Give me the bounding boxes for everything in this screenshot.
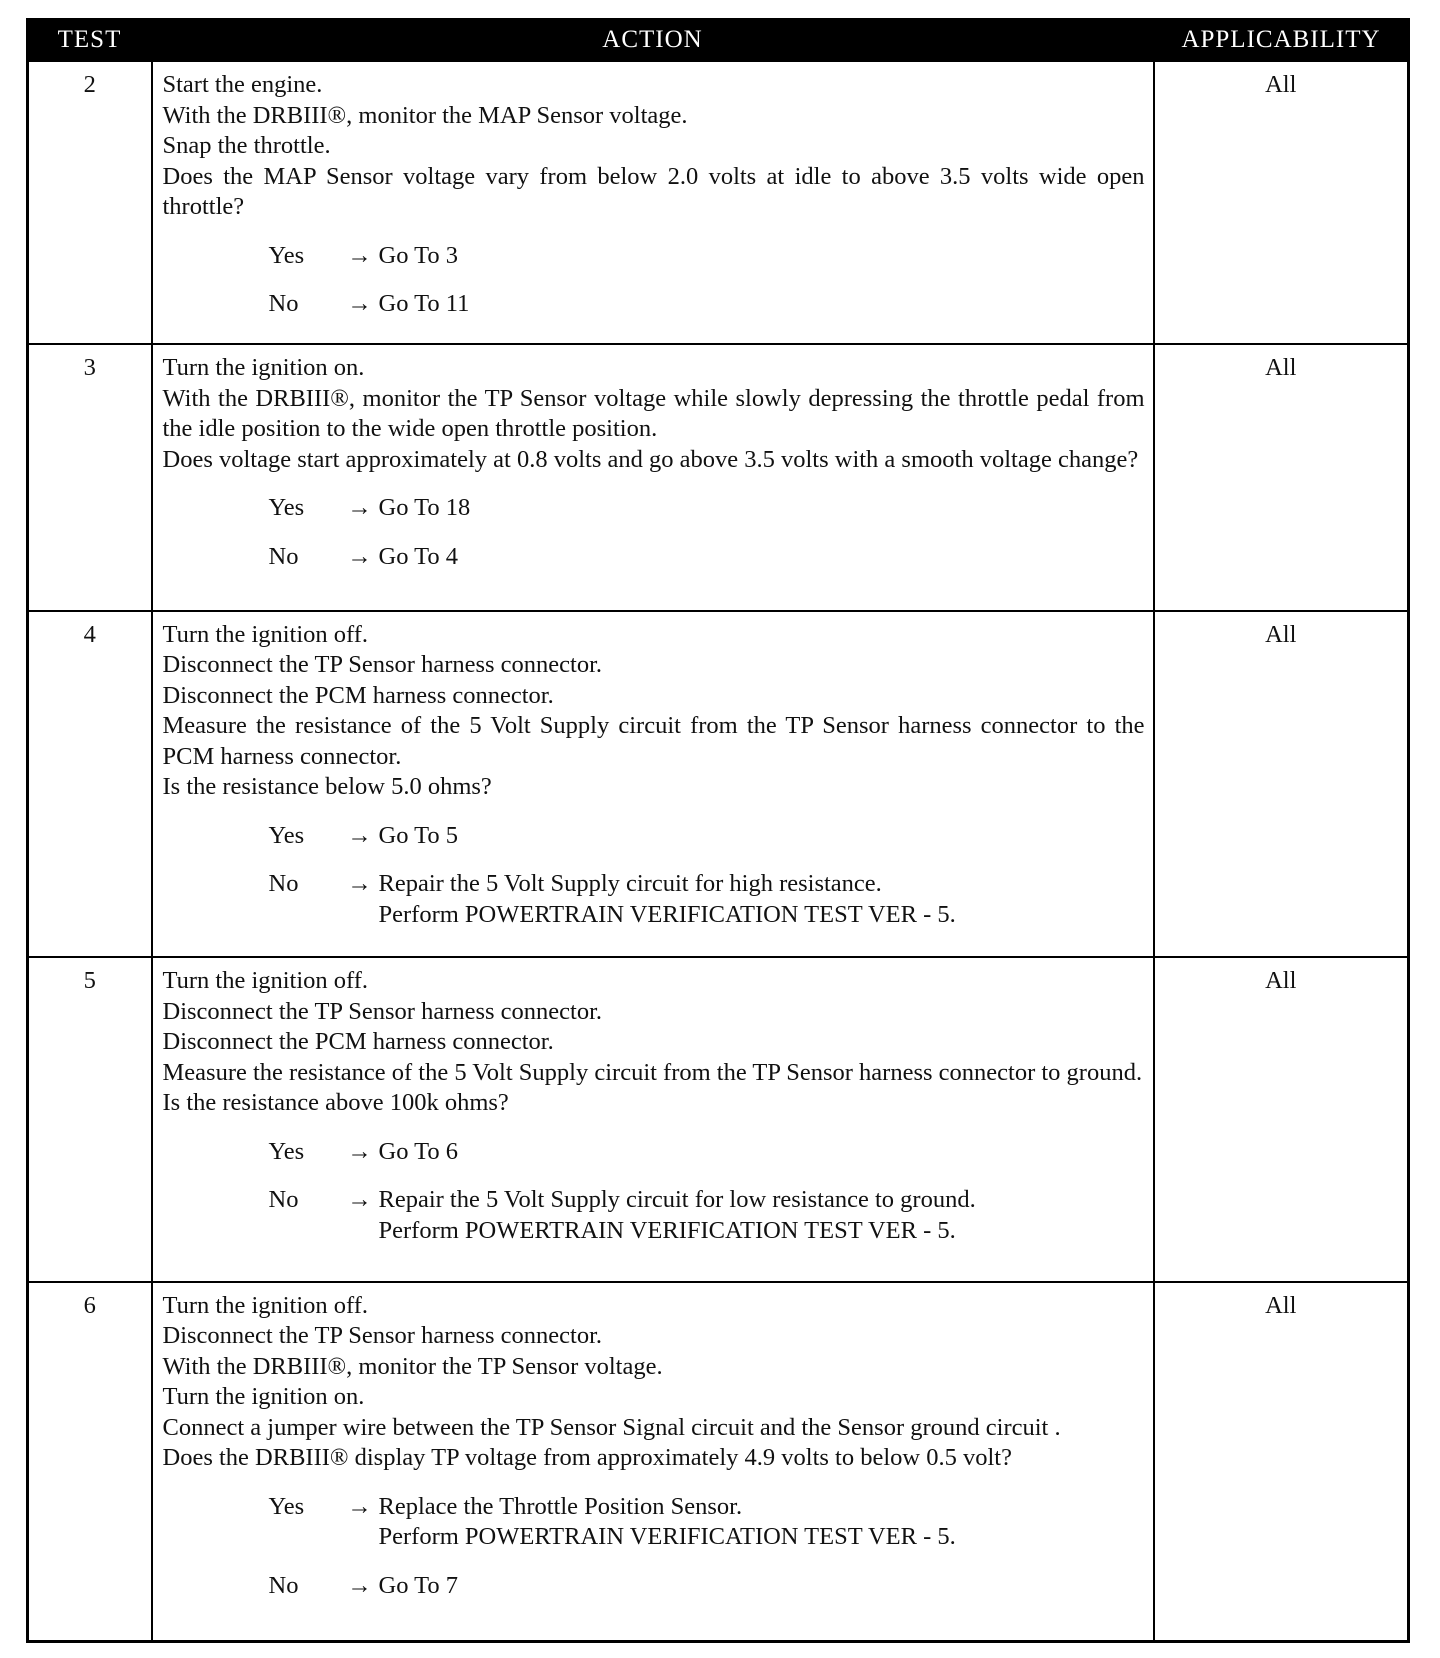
table-row [28,344,1409,610]
no-branch [163,289,1145,320]
result-line: Perform POWERTRAIN VERIFICATION TEST VER - 5. [378,900,956,928]
header-action: ACTION [152,20,1154,61]
no-branch [163,1571,1145,1602]
action-line: Turn the ignition off. [162,620,369,648]
action-line: Is the resistance above 100k ohms? [162,1089,509,1117]
table-row [28,1282,1409,1642]
applicability-value: All [1154,344,1409,610]
arrow-icon: → [347,1137,372,1165]
action-line: With the DRBIII®, monitor the TP Sensor voltage. [162,1352,663,1380]
no-label: No [268,290,299,317]
result-line: Replace the Throttle Position Sensor. [378,1492,743,1520]
result-line: Repair the 5 Volt Supply circuit for high resistance. [378,870,882,898]
action-line: Disconnect the PCM harness connector. [162,681,554,709]
no-label: No [268,542,299,570]
action-cell [152,957,1154,1281]
yes-branch [163,821,1145,852]
no-branch [163,542,1145,573]
table-body [28,61,1409,1642]
test-number: 2 [28,61,152,345]
table-row [28,957,1409,1281]
applicability-value: All [1154,957,1409,1281]
no-result [379,869,1145,930]
table-row [28,611,1409,958]
action-line: With the DRBIII®, monitor the MAP Sensor voltage. [162,101,688,129]
action-cell [152,1282,1154,1642]
arrow-icon: → [347,1186,372,1214]
no-branch [163,1185,1145,1246]
action-line: Snap the throttle. [162,132,331,159]
result-line: Go To 6 [378,1137,459,1165]
yes-label: Yes [268,1492,305,1520]
arrow-icon: → [347,542,372,570]
arrow-icon: → [347,1571,372,1599]
no-result [379,1571,1145,1602]
action-line: Does voltage start approximately at 0.8 volts and go above 3.5 volts with a smooth voltage change? [162,445,1139,473]
arrow-icon: → [347,494,372,522]
yes-label: Yes [268,241,305,269]
yes-branch [163,1492,1145,1553]
applicability-value: All [1154,61,1409,345]
yes-label: Yes [268,494,305,522]
action-cell [152,344,1154,610]
action-line: Disconnect the TP Sensor harness connector. [162,997,603,1025]
action-line: Start the engine. [162,71,323,98]
yes-result [379,821,1145,852]
test-number: 3 [28,344,152,610]
arrow-icon: → [347,241,372,269]
action-cell [152,611,1154,958]
yes-result [379,1137,1145,1168]
action-line: Does the DRBIII® display TP voltage from approximately 4.9 volts to below 0.5 volt? [162,1444,1012,1472]
diagnostic-test-table [26,18,1410,1643]
result-line: Go To 18 [378,494,471,522]
result-line: Go To 4 [378,542,459,570]
action-line: Does the MAP Sensor voltage vary from below 2.0 volts at idle to above 3.5 volts wide open throttle? [162,162,1145,220]
no-label: No [268,1571,299,1599]
arrow-icon: → [347,870,372,898]
action-line: Is the resistance below 5.0 ohms? [162,773,492,801]
result-line: Go To 5 [378,821,459,849]
no-result [379,1185,1145,1246]
no-result [379,289,1145,320]
result-line: Go To 11 [378,290,470,317]
result-line: Perform POWERTRAIN VERIFICATION TEST VER - 5. [378,1523,956,1551]
yes-branch [163,241,1145,272]
no-label: No [268,870,299,898]
applicability-value: All [1154,611,1409,958]
header-applicability: APPLICABILITY [1154,20,1409,61]
yes-label: Yes [268,821,305,849]
arrow-icon: → [347,1492,372,1520]
yes-result [379,493,1145,524]
header-test: TEST [28,20,152,61]
action-line: Measure the resistance of the 5 Volt Supply circuit from the TP Sensor harness connector to the PCM harness connector. [162,712,1145,770]
yes-branch [163,493,1145,524]
action-line: Turn the ignition on. [162,354,365,382]
action-line: Turn the ignition off. [162,967,369,995]
result-line: Go To 7 [378,1571,459,1599]
action-line: Disconnect the TP Sensor harness connector. [162,1322,603,1350]
test-number: 6 [28,1282,152,1642]
yes-label: Yes [268,1137,305,1165]
action-line: Connect a jumper wire between the TP Sensor Signal circuit and the Sensor ground circuit . [162,1413,1061,1441]
action-line: Turn the ignition on. [162,1383,365,1411]
yes-result [379,1492,1145,1553]
test-number: 4 [28,611,152,958]
table-header-row [28,20,1409,61]
action-line: Disconnect the TP Sensor harness connector. [162,651,603,679]
no-result [379,542,1145,573]
test-number: 5 [28,957,152,1281]
result-line: Repair the 5 Volt Supply circuit for low resistance to ground. [378,1186,976,1214]
action-line: Disconnect the PCM harness connector. [162,1028,554,1056]
table-row [28,61,1409,345]
no-label: No [268,1186,299,1214]
action-line: Turn the ignition off. [162,1291,369,1319]
arrow-icon: → [347,290,372,317]
result-line: Go To 3 [378,241,459,269]
action-cell [152,61,1154,345]
yes-branch [163,1137,1145,1168]
no-branch [163,869,1145,930]
action-line: With the DRBIII®, monitor the TP Sensor voltage while slowly depressing the throttle pedal from the idle position to the wide open throttle position. [162,384,1145,443]
applicability-value: All [1154,1282,1409,1642]
result-line: Perform POWERTRAIN VERIFICATION TEST VER - 5. [378,1216,956,1244]
action-line: Measure the resistance of the 5 Volt Supply circuit from the TP Sensor harness connector to ground. [162,1058,1143,1086]
arrow-icon: → [347,821,372,849]
yes-result [379,241,1145,272]
